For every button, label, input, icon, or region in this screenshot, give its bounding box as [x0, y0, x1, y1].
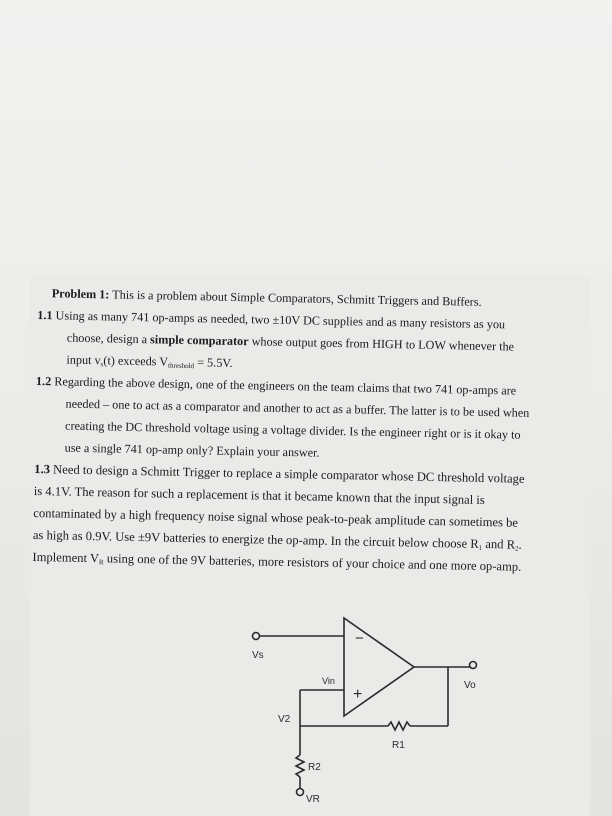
vs-label: Vs	[252, 650, 264, 661]
r1-label: R1	[392, 740, 405, 751]
problem-text	[32, 282, 568, 579]
vin-label: Vin	[322, 676, 335, 686]
q11-line2-b: whose output goes from HIGH to LOW whenever the	[248, 334, 515, 354]
q13-line5-b: using one of the 9V batteries, more resistors of your choice and one more op-amp.	[103, 551, 522, 574]
question-1-2	[34, 370, 566, 469]
vr-terminal	[297, 789, 304, 796]
q11-number: 1.1	[37, 307, 53, 323]
q13-line1: Need to design a Schmitt Trigger to replace a simple comparator whose DC threshold voltage	[49, 462, 525, 486]
q13-line4-c: .	[518, 537, 522, 552]
q11-line3-c: = 5.5V.	[194, 355, 233, 370]
q11-line3-b: (t) exceeds V	[103, 353, 169, 369]
q12-line2: needed – one to act as a comparator and another to act as a buffer. The latter is to be used when	[65, 396, 530, 420]
q13-line4-b: and R	[482, 536, 516, 552]
q13-line2: is 4.1V. The reason for such a replacement is that it became known that the input signal is	[33, 483, 485, 508]
q12-line3: creating the DC threshold voltage using a voltage divider. Is the engineer right or is it okay to	[64, 418, 521, 442]
vo-terminal	[470, 662, 477, 669]
r1-resistor	[388, 722, 410, 730]
r2-label: R2	[308, 762, 321, 773]
question-1-3	[32, 458, 564, 579]
q12-line1: Regarding the above design, one of the engineers on the team claims that two 741 op-amps are	[51, 374, 517, 398]
vr-label: VR	[306, 794, 320, 805]
q13-line4-sub1: 1	[478, 543, 483, 552]
q13-line3: contaminated by a high frequency noise signal whose peak-to-peak amplitude can sometimes be	[33, 505, 519, 530]
vs-terminal	[253, 633, 260, 640]
q13-number: 1.3	[34, 461, 51, 477]
q11-line1: Using as many 741 op-amps as needed, two ±10V DC supplies and as many resistors as you	[52, 308, 506, 332]
q11-line3-sub1: s	[100, 360, 104, 369]
q13-line4-sub2: 2	[514, 544, 519, 553]
problem-title: This is a problem about Simple Comparators, Schmitt Triggers and Buffers.	[109, 287, 482, 309]
q13-line5-sub: R	[98, 558, 104, 567]
vo-label: Vo	[464, 680, 476, 691]
q11-line2-a: choose, design a	[66, 330, 151, 347]
q11-line3-a: input v	[66, 352, 101, 368]
q12-number: 1.2	[35, 373, 52, 389]
q11-line2-bold: simple comparator	[149, 332, 249, 349]
minus-sign: −	[355, 630, 364, 647]
q13-line4-a: as high as 0.9V. Use ±9V batteries to energize the op-amp. In the circuit below choose R	[32, 527, 479, 551]
r2-resistor	[296, 755, 304, 777]
v2-label: V2	[278, 714, 291, 725]
problem-label: Problem 1:	[51, 286, 110, 302]
schmitt-trigger-circuit	[240, 610, 500, 810]
question-1-1	[36, 304, 567, 381]
q13-line5-a: Implement V	[32, 549, 100, 566]
q12-line4: use a single 741 op-amp only? Explain your answer.	[64, 440, 320, 460]
plus-sign: +	[353, 686, 363, 703]
q11-line3-sub2: threshold	[167, 361, 195, 371]
